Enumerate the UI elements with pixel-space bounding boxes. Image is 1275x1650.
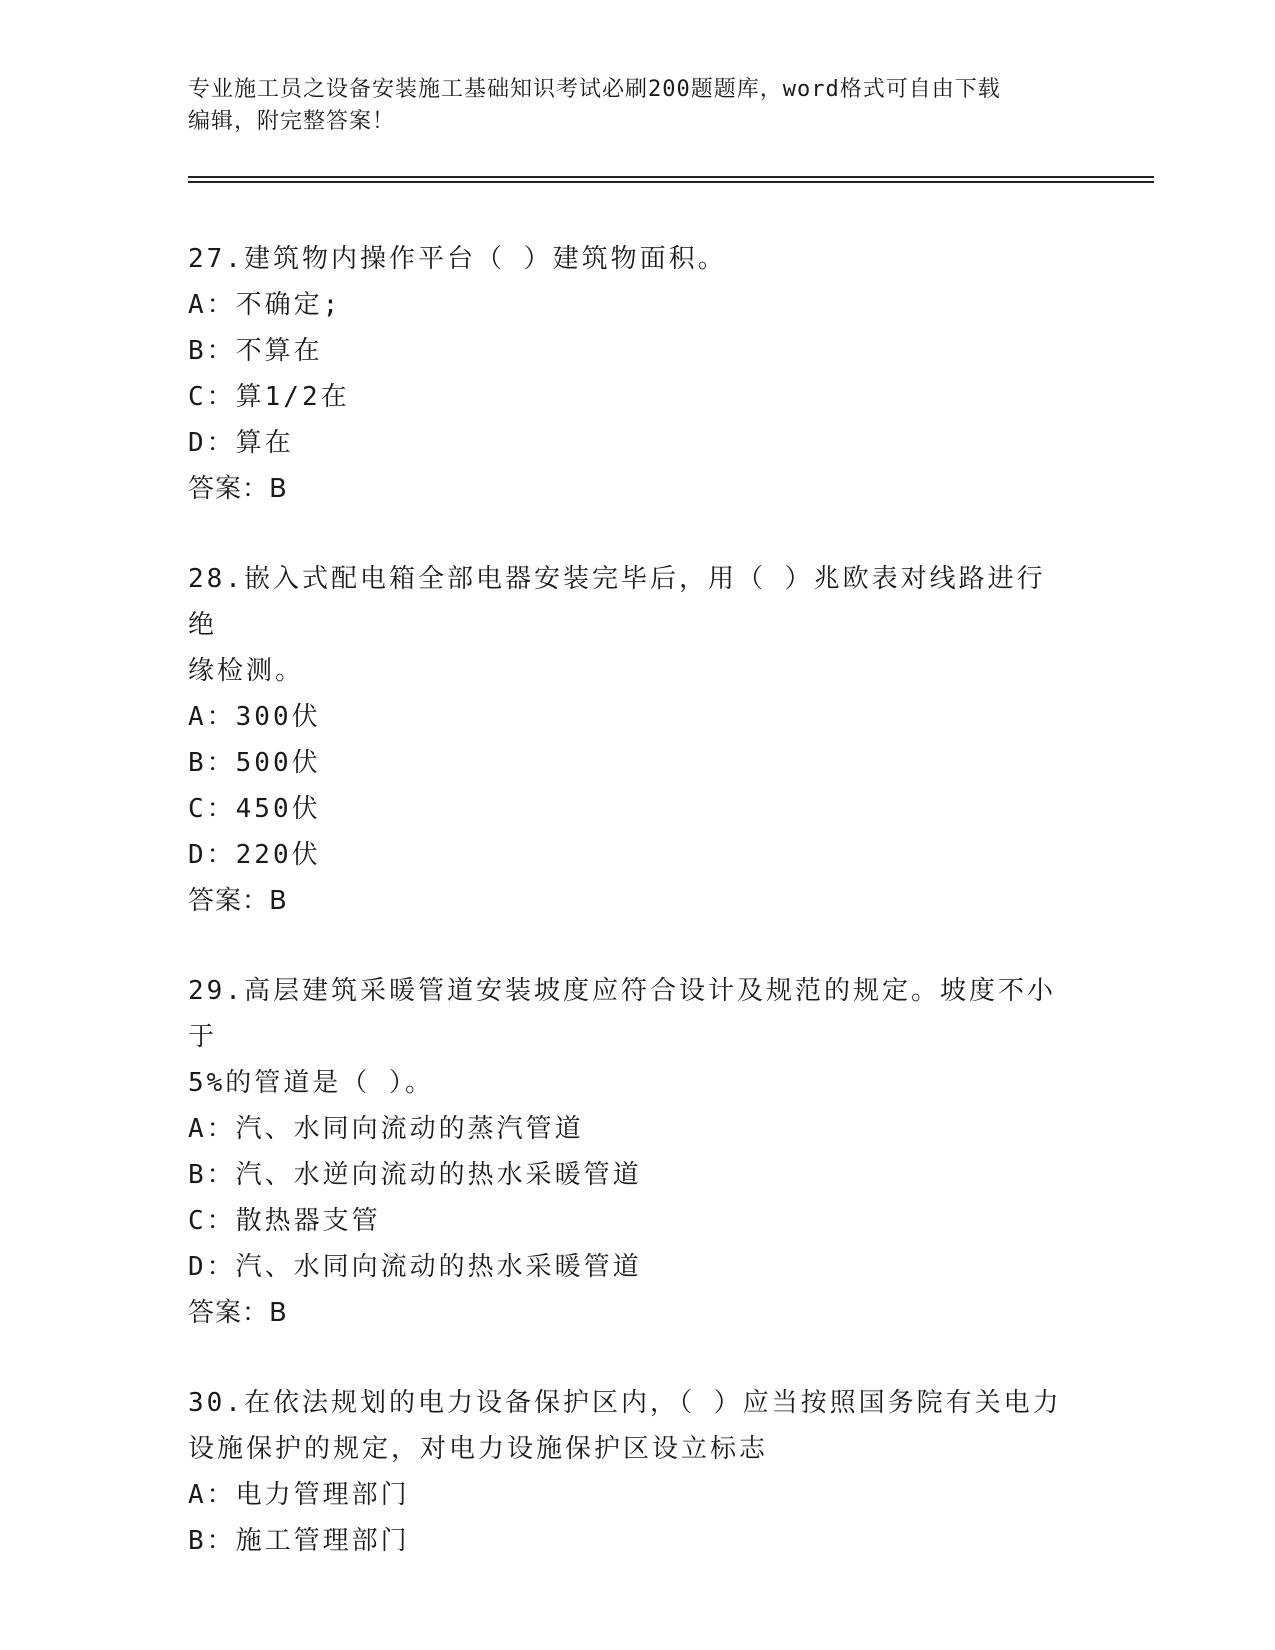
question-text: 28.嵌入式配电箱全部电器安装完毕后，用（ ）兆欧表对线路进行绝 — [188, 564, 1046, 640]
option-d: D：220伏 — [188, 840, 321, 870]
question-text-continued: 设施保护的规定，对电力设施保护区设立标志 — [188, 1434, 769, 1464]
question-28 — [188, 556, 1088, 924]
option-a: A：300伏 — [188, 702, 321, 732]
option-c: C：算1/2在 — [188, 382, 350, 412]
answer-line: 答案：B — [188, 474, 288, 504]
question-27 — [188, 236, 1088, 512]
question-text-continued: 5%的管道是（ ）。 — [188, 1068, 434, 1098]
question-text: 27.建筑物内操作平台（ ）建筑物面积。 — [188, 244, 727, 274]
option-a: A：汽、水同向流动的蒸汽管道 — [188, 1114, 584, 1144]
option-b: B：施工管理部门 — [188, 1526, 410, 1556]
question-text: 30.在依法规划的电力设备保护区内，（ ）应当按照国务院有关电力 — [188, 1388, 1062, 1418]
document-header — [188, 74, 1068, 138]
question-list — [188, 236, 1088, 1608]
option-a: A：电力管理部门 — [188, 1480, 410, 1510]
option-b: B：汽、水逆向流动的热水采暖管道 — [188, 1160, 642, 1190]
header-line-2: 编辑，附完整答案！ — [188, 109, 396, 134]
header-divider-bottom — [188, 181, 1154, 183]
question-29 — [188, 968, 1088, 1336]
answer-line: 答案：B — [188, 1298, 288, 1328]
answer-line: 答案：B — [188, 886, 288, 916]
header-divider-top — [188, 176, 1154, 178]
option-b: B：500伏 — [188, 748, 321, 778]
question-text: 29.高层建筑采暖管道安装坡度应符合设计及规范的规定。坡度不小于 — [188, 976, 1056, 1052]
question-30 — [188, 1380, 1088, 1564]
option-a: A：不确定; — [188, 290, 342, 320]
option-b: B：不算在 — [188, 336, 323, 366]
option-c: C：散热器支管 — [188, 1206, 381, 1236]
option-d: D：算在 — [188, 428, 294, 458]
option-c: C：450伏 — [188, 794, 321, 824]
option-d: D：汽、水同向流动的热水采暖管道 — [188, 1252, 642, 1282]
question-text-continued: 缘检测。 — [188, 656, 305, 686]
header-line-1: 专业施工员之设备安装施工基础知识考试必刷200题题库，word格式可自由下载 — [188, 77, 1001, 102]
